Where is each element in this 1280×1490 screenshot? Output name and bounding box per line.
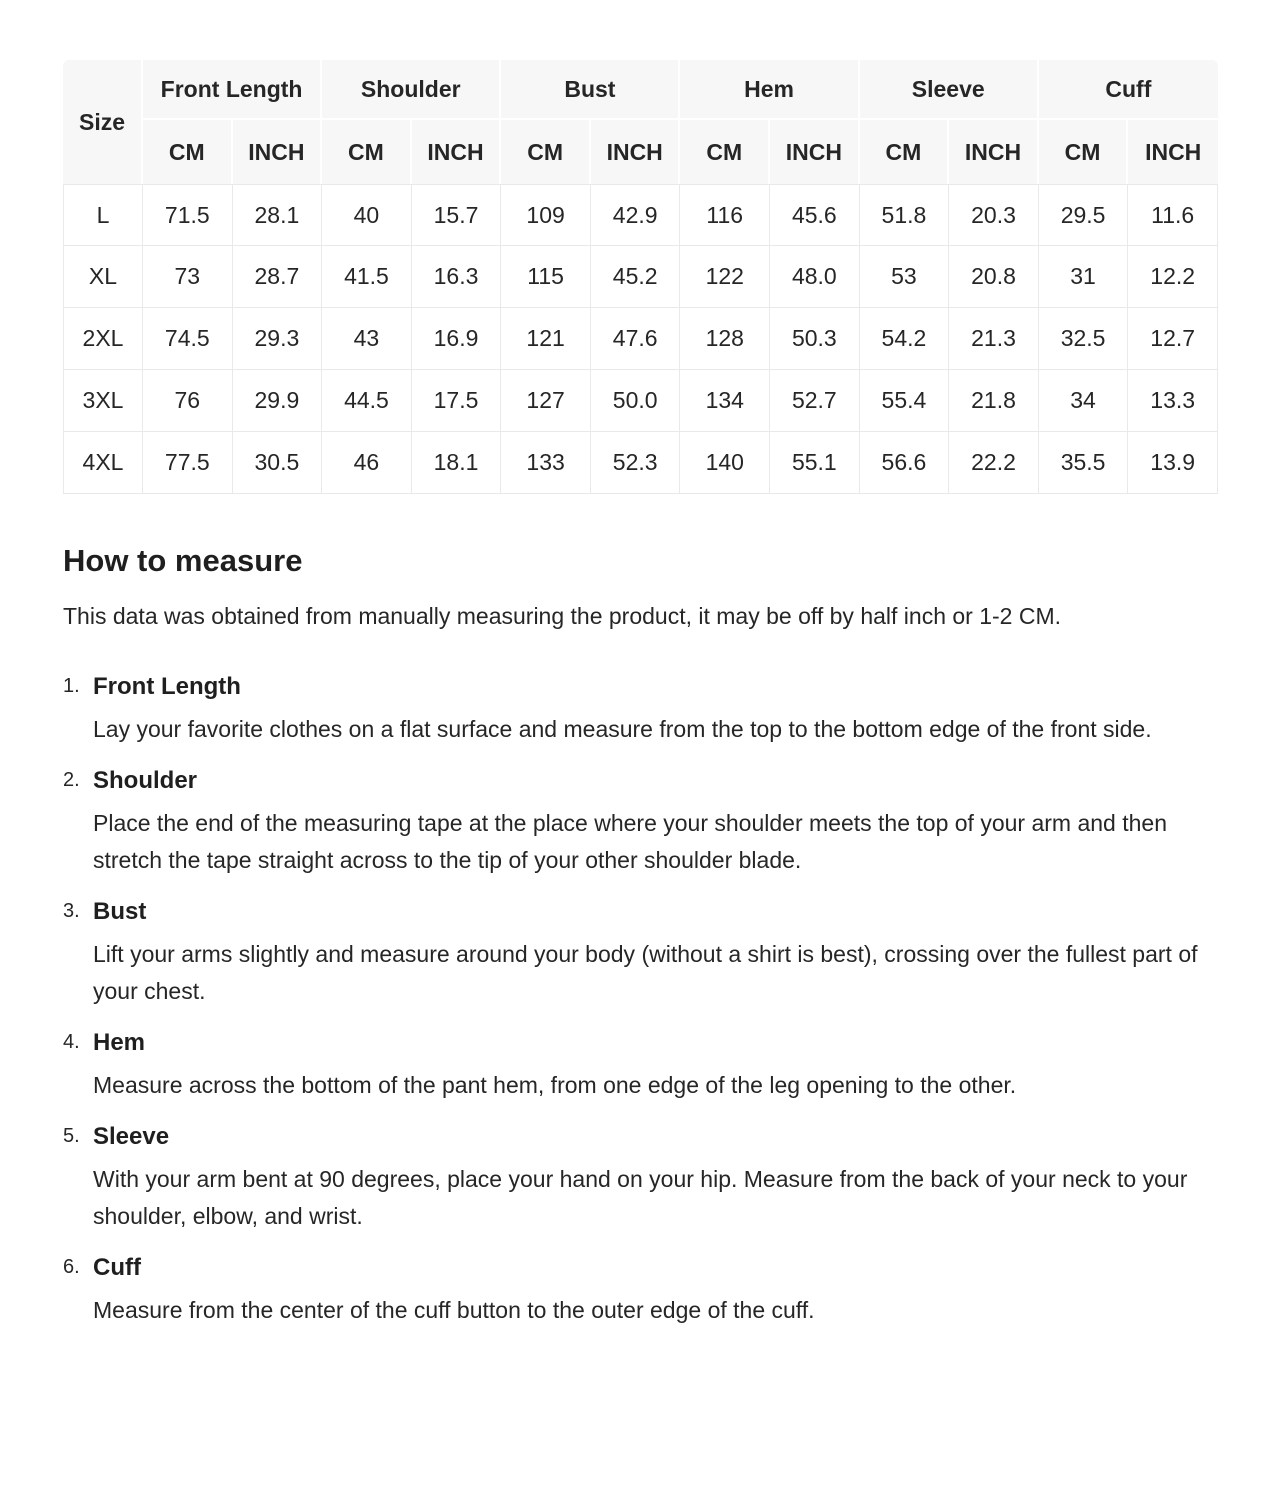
size-cell: XL (63, 246, 143, 308)
group-header-shoulder: Shoulder (322, 60, 501, 120)
value-cell: 45.2 (591, 246, 681, 308)
list-item-number: 5. (63, 1125, 80, 1147)
size-cell: L (63, 184, 143, 246)
value-cell: 44.5 (322, 370, 412, 432)
value-cell: 30.5 (233, 432, 323, 494)
value-cell: 20.3 (949, 184, 1039, 246)
list-item-description: Place the end of the measuring tape at the place where your shoulder meets the top of your arm and then stretch the tape straight across to the tip of your other shoulder blade. (93, 810, 1167, 873)
value-cell: 115 (501, 246, 591, 308)
value-cell: 17.5 (412, 370, 502, 432)
value-cell: 18.1 (412, 432, 502, 494)
value-cell: 45.6 (770, 184, 860, 246)
value-cell: 34 (1039, 370, 1129, 432)
value-cell: 109 (501, 184, 591, 246)
value-cell: 42.9 (591, 184, 681, 246)
value-cell: 74.5 (143, 308, 233, 370)
list-item-title: Cuff (93, 1254, 141, 1281)
unit-header-cm: CM (680, 120, 770, 184)
value-cell: 22.2 (949, 432, 1039, 494)
value-cell: 50.3 (770, 308, 860, 370)
list-item-description: With your arm bent at 90 degrees, place your hand on your hip. Measure from the back of your neck to your shoulder, elbow, and wrist. (93, 1166, 1188, 1229)
group-header-bust: Bust (501, 60, 680, 120)
list-item (63, 671, 1218, 748)
value-cell: 41.5 (322, 246, 412, 308)
value-cell: 121 (501, 308, 591, 370)
value-cell: 116 (680, 184, 770, 246)
value-cell: 35.5 (1039, 432, 1129, 494)
value-cell: 134 (680, 370, 770, 432)
list-item-description: Measure across the bottom of the pant hem, from one edge of the leg opening to the other. (93, 1072, 1017, 1098)
value-cell: 48.0 (770, 246, 860, 308)
value-cell: 56.6 (860, 432, 950, 494)
value-cell: 73 (143, 246, 233, 308)
table-row (63, 246, 1218, 308)
value-cell: 71.5 (143, 184, 233, 246)
value-cell: 29.9 (233, 370, 323, 432)
unit-header-inch: INCH (412, 120, 502, 184)
unit-header-row (63, 120, 1218, 184)
value-cell: 52.7 (770, 370, 860, 432)
size-column-header: Size (63, 60, 143, 184)
value-cell: 29.3 (233, 308, 323, 370)
list-item-description: Lift your arms slightly and measure around your body (without a shirt is best), crossing over the fullest part of your chest. (93, 941, 1198, 1004)
value-cell: 29.5 (1039, 184, 1129, 246)
size-cell: 4XL (63, 432, 143, 494)
value-cell: 20.8 (949, 246, 1039, 308)
unit-header-cm: CM (322, 120, 412, 184)
group-header-hem: Hem (680, 60, 859, 120)
size-cell: 3XL (63, 370, 143, 432)
unit-header-inch: INCH (770, 120, 860, 184)
group-header-row (63, 60, 1218, 120)
list-item (63, 1121, 1218, 1235)
unit-header-cm: CM (501, 120, 591, 184)
value-cell: 55.1 (770, 432, 860, 494)
value-cell: 51.8 (860, 184, 950, 246)
value-cell: 54.2 (860, 308, 950, 370)
unit-header-cm: CM (143, 120, 233, 184)
value-cell: 122 (680, 246, 770, 308)
group-header-sleeve: Sleeve (860, 60, 1039, 120)
unit-header-cm: CM (860, 120, 950, 184)
value-cell: 127 (501, 370, 591, 432)
value-cell: 12.7 (1128, 308, 1218, 370)
value-cell: 16.3 (412, 246, 502, 308)
size-table-body (63, 184, 1218, 494)
table-row (63, 370, 1218, 432)
group-header-cuff: Cuff (1039, 60, 1218, 120)
value-cell: 47.6 (591, 308, 681, 370)
measure-list (63, 671, 1218, 1329)
value-cell: 13.3 (1128, 370, 1218, 432)
value-cell: 15.7 (412, 184, 502, 246)
list-item (63, 1027, 1218, 1104)
value-cell: 140 (680, 432, 770, 494)
table-row (63, 432, 1218, 494)
value-cell: 52.3 (591, 432, 681, 494)
value-cell: 13.9 (1128, 432, 1218, 494)
value-cell: 28.1 (233, 184, 323, 246)
value-cell: 32.5 (1039, 308, 1129, 370)
value-cell: 46 (322, 432, 412, 494)
list-item-number: 2. (63, 769, 80, 791)
value-cell: 16.9 (412, 308, 502, 370)
value-cell: 43 (322, 308, 412, 370)
size-cell: 2XL (63, 308, 143, 370)
unit-header-cm: CM (1039, 120, 1129, 184)
value-cell: 28.7 (233, 246, 323, 308)
list-item-title: Hem (93, 1029, 146, 1056)
unit-header-inch: INCH (233, 120, 323, 184)
list-item-title: Sleeve (93, 1123, 170, 1150)
value-cell: 50.0 (591, 370, 681, 432)
value-cell: 76 (143, 370, 233, 432)
value-cell: 77.5 (143, 432, 233, 494)
list-item (63, 1252, 1218, 1329)
value-cell: 12.2 (1128, 246, 1218, 308)
measure-intro-text: This data was obtained from manually measuring the product, it may be off by half inch or 1-2 CM. (63, 603, 1062, 629)
value-cell: 128 (680, 308, 770, 370)
list-item-title: Bust (93, 898, 147, 925)
value-cell: 21.8 (949, 370, 1039, 432)
list-item-number: 4. (63, 1031, 80, 1053)
value-cell: 31 (1039, 246, 1129, 308)
value-cell: 11.6 (1128, 184, 1218, 246)
value-cell: 21.3 (949, 308, 1039, 370)
how-to-measure-heading: How to measure (63, 543, 303, 578)
value-cell: 55.4 (860, 370, 950, 432)
list-item-number: 6. (63, 1256, 80, 1278)
list-item-title: Front Length (93, 673, 241, 700)
table-row (63, 308, 1218, 370)
value-cell: 53 (860, 246, 950, 308)
list-item (63, 765, 1218, 879)
value-cell: 40 (322, 184, 412, 246)
unit-header-inch: INCH (949, 120, 1039, 184)
value-cell: 133 (501, 432, 591, 494)
unit-header-inch: INCH (1128, 120, 1218, 184)
size-table-header (63, 60, 1218, 184)
list-item-number: 3. (63, 900, 80, 922)
list-item-description: Measure from the center of the cuff button to the outer edge of the cuff. (93, 1297, 815, 1323)
size-table (63, 60, 1218, 494)
list-item-title: Shoulder (93, 767, 198, 794)
list-item-description: Lay your favorite clothes on a flat surface and measure from the top to the bottom edge of the front side. (93, 716, 1152, 742)
unit-header-inch: INCH (591, 120, 681, 184)
group-header-front-length: Front Length (143, 60, 322, 120)
list-item-number: 1. (63, 675, 80, 697)
list-item (63, 896, 1218, 1010)
table-row (63, 184, 1218, 246)
